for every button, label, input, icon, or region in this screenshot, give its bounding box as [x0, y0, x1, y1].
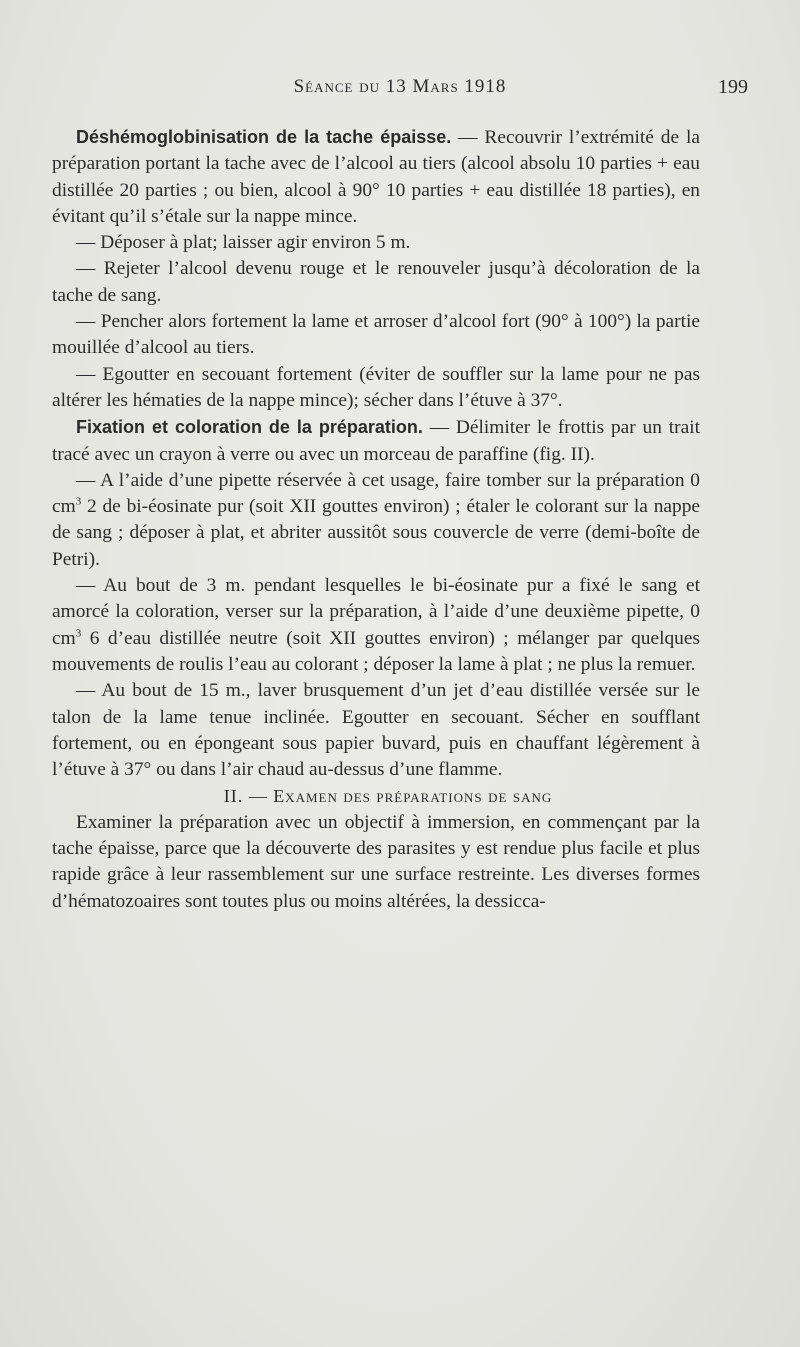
page-number: 199 [718, 76, 748, 98]
paragraph-dehemoglobinisation [52, 124, 700, 230]
paragraph [52, 468, 700, 573]
running-head: Séance du 13 Mars 1918 [293, 76, 507, 97]
paragraph-text: — Au bout de 3 m. pendant lesquelles le bi-éosinate pur a fixé le sang et amorcé la coloration, verser sur la préparation, à l’aide d’une deuxième pipette, 0 cm [52, 575, 700, 649]
paragraph: — Egoutter en secouant fortement (éviter de souffler sur la lame pour ne pas altérer les hématies de la nappe mince); sécher dans l’étuve à 37°. [52, 363, 700, 411]
paragraph: — Rejeter l’alcool devenu rouge et le renouveler jusqu’à décoloration de la tache de sang. [52, 258, 700, 306]
paragraph-text: — Recouvrir l’extrémité de la préparation portant la tache avec de l’alcool au tiers (alcool absolu 10 parties + eau distillée 20 parties ; ou bien, alcool à 90° 10 parties + eau distillée 18 parties), en évitant qu’il s’étale sur la nappe mince. [52, 127, 700, 227]
section-heading: II. — Examen des préparations de sang [223, 786, 553, 807]
paragraph-text: 6 d’eau distillée neutre (soit XII gouttes environ) ; mélanger par quelques mouvements de roulis l’eau au colorant ; déposer la lame à plat ; ne plus la remuer. [52, 627, 700, 675]
body-text [52, 124, 700, 915]
paragraph: Examiner la préparation avec un objectif à immersion, en commençant par la tache épaisse, parce que la découverte des parasites y est rendue plus facile et plus rapide grâce à leur rassemblement sur une surface restreinte. Les diverses formes d’hématozoaires sont toutes plus ou moins altérées, la dessicca- [52, 811, 700, 912]
paragraph: — Pencher alors fortement la lame et arroser d’alcool fort (90° à 100°) la partie mouillée d’alcool au tiers. [52, 311, 700, 359]
superscript: 3 [75, 627, 82, 640]
paragraph: — Déposer à plat; laisser agir environ 5 m. [76, 232, 411, 254]
paragraph-text: — Délimiter le frottis par un trait tracé avec un crayon à verre ou avec un morceau de paraffine (fig. II). [52, 417, 700, 465]
paragraph-fixation [52, 414, 700, 468]
paragraph-text: — A l’aide d’une pipette réservée à cet usage, faire tomber sur la préparation 0 cm [52, 469, 700, 518]
superscript: 3 [75, 495, 82, 508]
paragraph-lead-heading: Fixation et coloration de la préparation. [76, 417, 423, 438]
paragraph [52, 573, 700, 678]
paragraph-lead-heading: Déshémoglobinisation de la tache épaisse. [76, 127, 452, 147]
paragraph-text: 2 de bi-éosinate pur (soit XII gouttes environ) ; étaler le colorant sur la nappe de sang ; déposer à plat, et abriter aussitôt sous couvercle de verre (demi-boîte de Petri). [52, 496, 700, 570]
page-header [52, 76, 748, 106]
paragraph: — Au bout de 15 m., laver brusquement d’un jet d’eau distillée versée sur le talon de la lame tenue inclinée. Egoutter en secouant. Sécher en soufflant fortement, ou en épongeant sous papier buvard, puis en chauffant légèrement à l’étuve à 37° ou dans l’air chaud au-dessus d’une flamme. [52, 680, 700, 781]
